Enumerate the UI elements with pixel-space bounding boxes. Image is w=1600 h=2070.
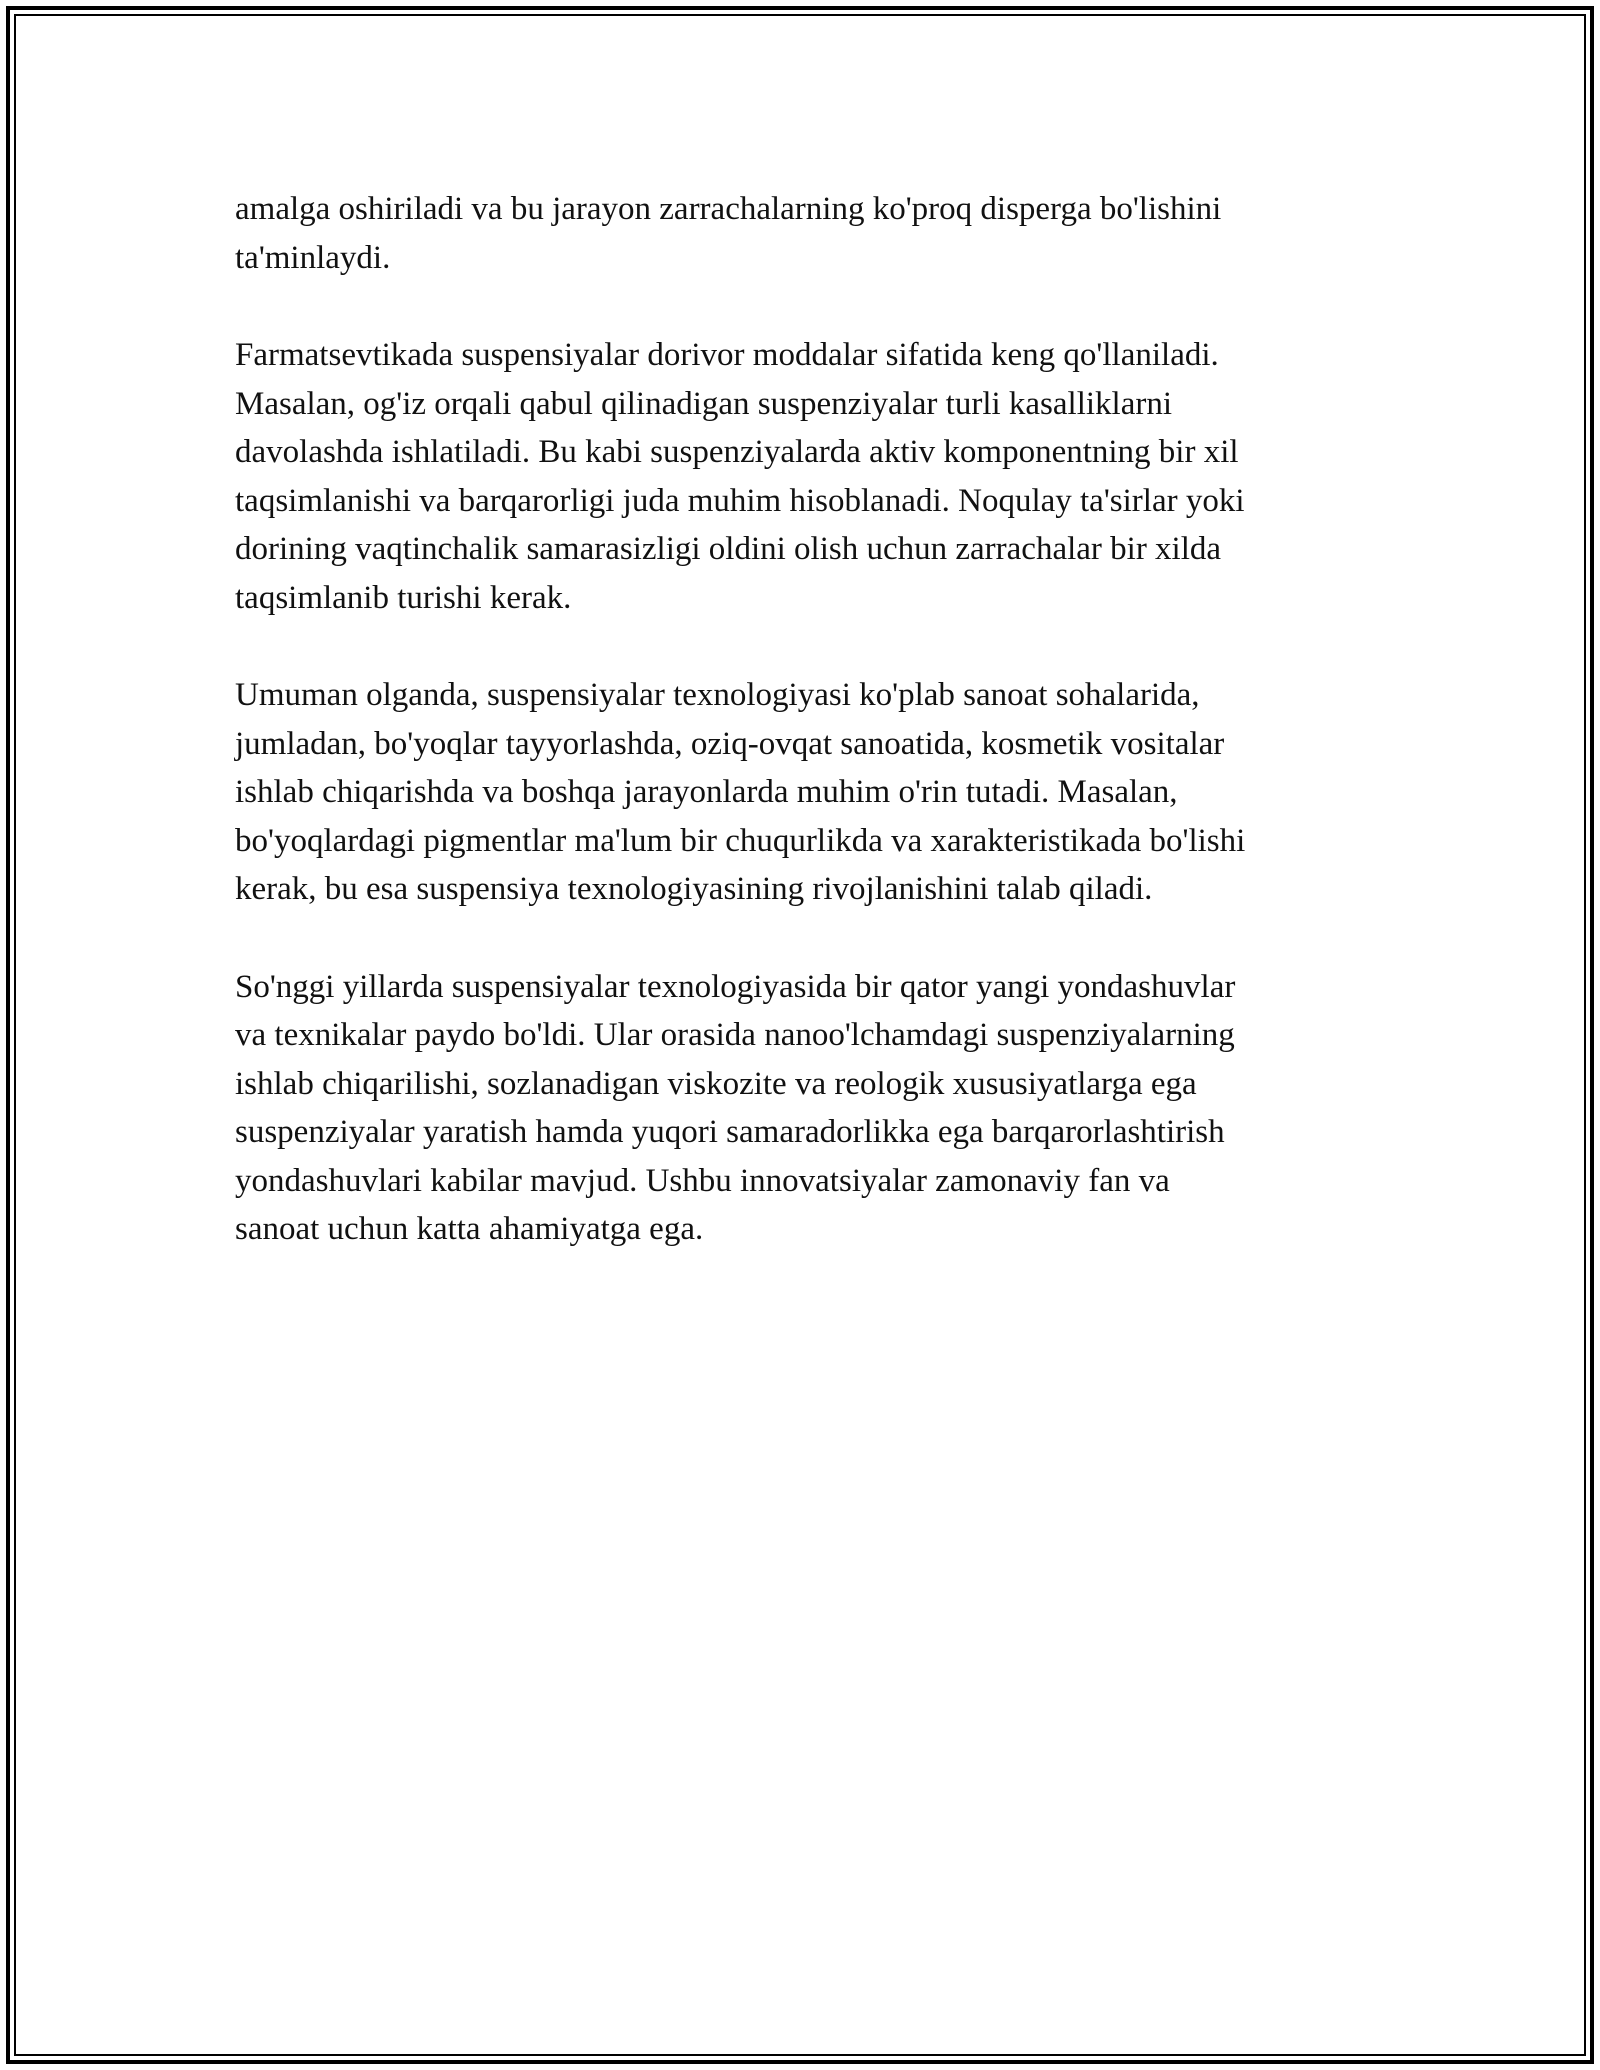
paragraph-recent-innovations: So'nggi yillarda suspensiyalar texnologiyasida bir qator yangi yondashuvlar va texnikalar paydo bo'ldi. Ular orasida nanoo'lchamdagi suspenziyalarning ishlab chiqarilishi, sozlanadigan viskozite va reologik xususiyatlarga ega suspenziyalar yaratish hamda yuqori samaradorlikka ega barqarorlashtirish yondashuvlari kabilar mavjud. Ushbu innovatsiyalar zamonaviy fan va sanoat uchun katta ahamiyatga ega. — [235, 968, 1236, 1247]
paragraph-intro-continuation: amalga oshiriladi va bu jarayon zarrachalarning ko'proq disperga bo'lishini ta'minlaydi. — [235, 191, 1222, 276]
document-body — [235, 185, 1375, 1303]
paragraph-industry-applications: Umuman olganda, suspensiyalar texnologiyasi ko'plab sanoat sohalarida, jumladan, bo'yoqlar tayyorlashda, oziq-ovqat sanoatida, kosmetik vositalar ishlab chiqarishda va boshqa jarayonlarda muhim o'rin tutadi. Masalan, bo'yoqlardagi pigmentlar ma'lum bir chuqurlikda va xarakteristikada bo'lishi kerak, bu esa suspensiya texnologiyasining rivojlanishini talab qiladi. — [235, 677, 1246, 907]
paragraph-pharmaceutics: Farmatsevtikada suspensiyalar dorivor moddalar sifatida keng qo'llaniladi. Masalan, og'iz orqali qabul qilinadigan suspenziyalar turli kasalliklarni davolashda ishlatiladi. Bu kabi suspenziyalarda aktiv komponentning bir xil taqsimlanishi va barqarorligi juda muhim hisoblanadi. Noqulay ta'sirlar yoki dorining vaqtinchalik samarasizligi oldini olish uchun zarrachalar bir xilda taqsimlanib turishi kerak. — [235, 337, 1245, 616]
